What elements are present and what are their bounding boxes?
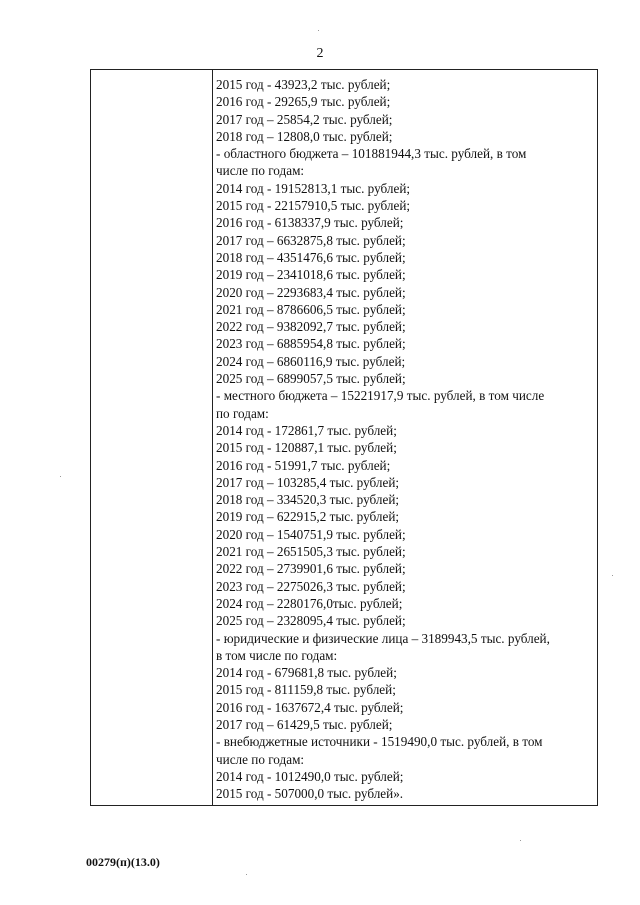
text-line: 2017 год – 6632875,8 тыс. рублей; bbox=[216, 232, 406, 248]
table-content-cell bbox=[216, 76, 596, 802]
text-line: в том числе по годам: bbox=[216, 647, 338, 663]
text-line: по годам: bbox=[216, 405, 269, 421]
text-line: 2018 год – 12808,0 тыс. рублей; bbox=[216, 128, 393, 144]
document-code: 00279(п)(13.0) bbox=[86, 855, 160, 869]
text-line: 2015 год - 507000,0 тыс. рублей». bbox=[216, 786, 404, 802]
text-line: 2017 год – 103285,4 тыс. рублей; bbox=[216, 474, 400, 490]
text-line: 2022 год – 9382092,7 тыс. рублей; bbox=[216, 319, 406, 335]
text-line: 2025 год – 2328095,4 тыс. рублей; bbox=[216, 613, 406, 629]
text-line: 2020 год – 1540751,9 тыс. рублей; bbox=[216, 526, 406, 542]
text-line: 2024 год – 2280176,0тыс. рублей; bbox=[216, 595, 403, 611]
page-number: 2 bbox=[316, 46, 324, 61]
scan-speck bbox=[246, 874, 247, 875]
text-line: 2017 год – 25854,2 тыс. рублей; bbox=[216, 111, 393, 127]
text-line: числе по годам: bbox=[216, 163, 305, 179]
text-line: 2017 год – 61429,5 тыс. рублей; bbox=[216, 716, 393, 732]
text-line: 2014 год - 172861,7 тыс. рублей; bbox=[216, 422, 397, 438]
text-line: 2021 год – 2651505,3 тыс. рублей; bbox=[216, 544, 406, 560]
text-line: 2014 год - 679681,8 тыс. рублей; bbox=[216, 665, 397, 681]
text-line: 2014 год - 19152813,1 тыс. рублей; bbox=[216, 180, 411, 196]
text-line: - областного бюджета – 101881944,3 тыс. рублей, в том bbox=[216, 146, 527, 162]
text-line: 2018 год – 4351476,6 тыс. рублей; bbox=[216, 249, 406, 265]
text-line: 2025 год – 6899057,5 тыс. рублей; bbox=[216, 371, 406, 387]
text-line: 2019 год – 622915,2 тыс. рублей; bbox=[216, 509, 400, 525]
table bbox=[90, 69, 598, 806]
table-divider bbox=[212, 70, 213, 805]
scan-speck bbox=[60, 476, 61, 477]
scan-speck bbox=[520, 840, 521, 841]
text-line: - юридические и физические лица – 3189943,5 тыс. рублей, bbox=[216, 630, 550, 646]
text-line: 2016 год - 29265,9 тыс. рублей; bbox=[216, 94, 391, 110]
text-line: 2024 год – 6860116,9 тыс. рублей; bbox=[216, 353, 406, 369]
text-line: 2016 год - 51991,7 тыс. рублей; bbox=[216, 457, 391, 473]
text-line: 2016 год - 1637672,4 тыс. рублей; bbox=[216, 699, 404, 715]
text-line: 2021 год – 8786606,5 тыс. рублей; bbox=[216, 301, 406, 317]
text-line: 2015 год - 43923,2 тыс. рублей; bbox=[216, 77, 391, 92]
scan-speck bbox=[612, 575, 613, 576]
text-line: 2014 год - 1012490,0 тыс. рублей; bbox=[216, 768, 404, 784]
text-line: 2023 год – 6885954,8 тыс. рублей; bbox=[216, 336, 406, 352]
text-line: 2019 год – 2341018,6 тыс. рублей; bbox=[216, 267, 406, 283]
text-line: 2023 год – 2275026,3 тыс. рублей; bbox=[216, 578, 406, 594]
text-line: 2015 год - 811159,8 тыс. рублей; bbox=[216, 682, 396, 698]
text-line: числе по годам: bbox=[216, 751, 305, 767]
text-line: 2015 год - 22157910,5 тыс. рублей; bbox=[216, 198, 411, 214]
scan-speck bbox=[318, 30, 319, 31]
text-line: 2016 год - 6138337,9 тыс. рублей; bbox=[216, 215, 404, 231]
text-line: 2015 год - 120887,1 тыс. рублей; bbox=[216, 440, 397, 456]
text-line: 2018 год – 334520,3 тыс. рублей; bbox=[216, 492, 400, 508]
text-line: 2022 год – 2739901,6 тыс. рублей; bbox=[216, 561, 406, 577]
text-line: - внебюджетные источники - 1519490,0 тыс. рублей, в том bbox=[216, 734, 543, 750]
text-line: 2020 год – 2293683,4 тыс. рублей; bbox=[216, 284, 406, 300]
text-line: - местного бюджета – 15221917,9 тыс. рублей, в том числе bbox=[216, 388, 545, 404]
